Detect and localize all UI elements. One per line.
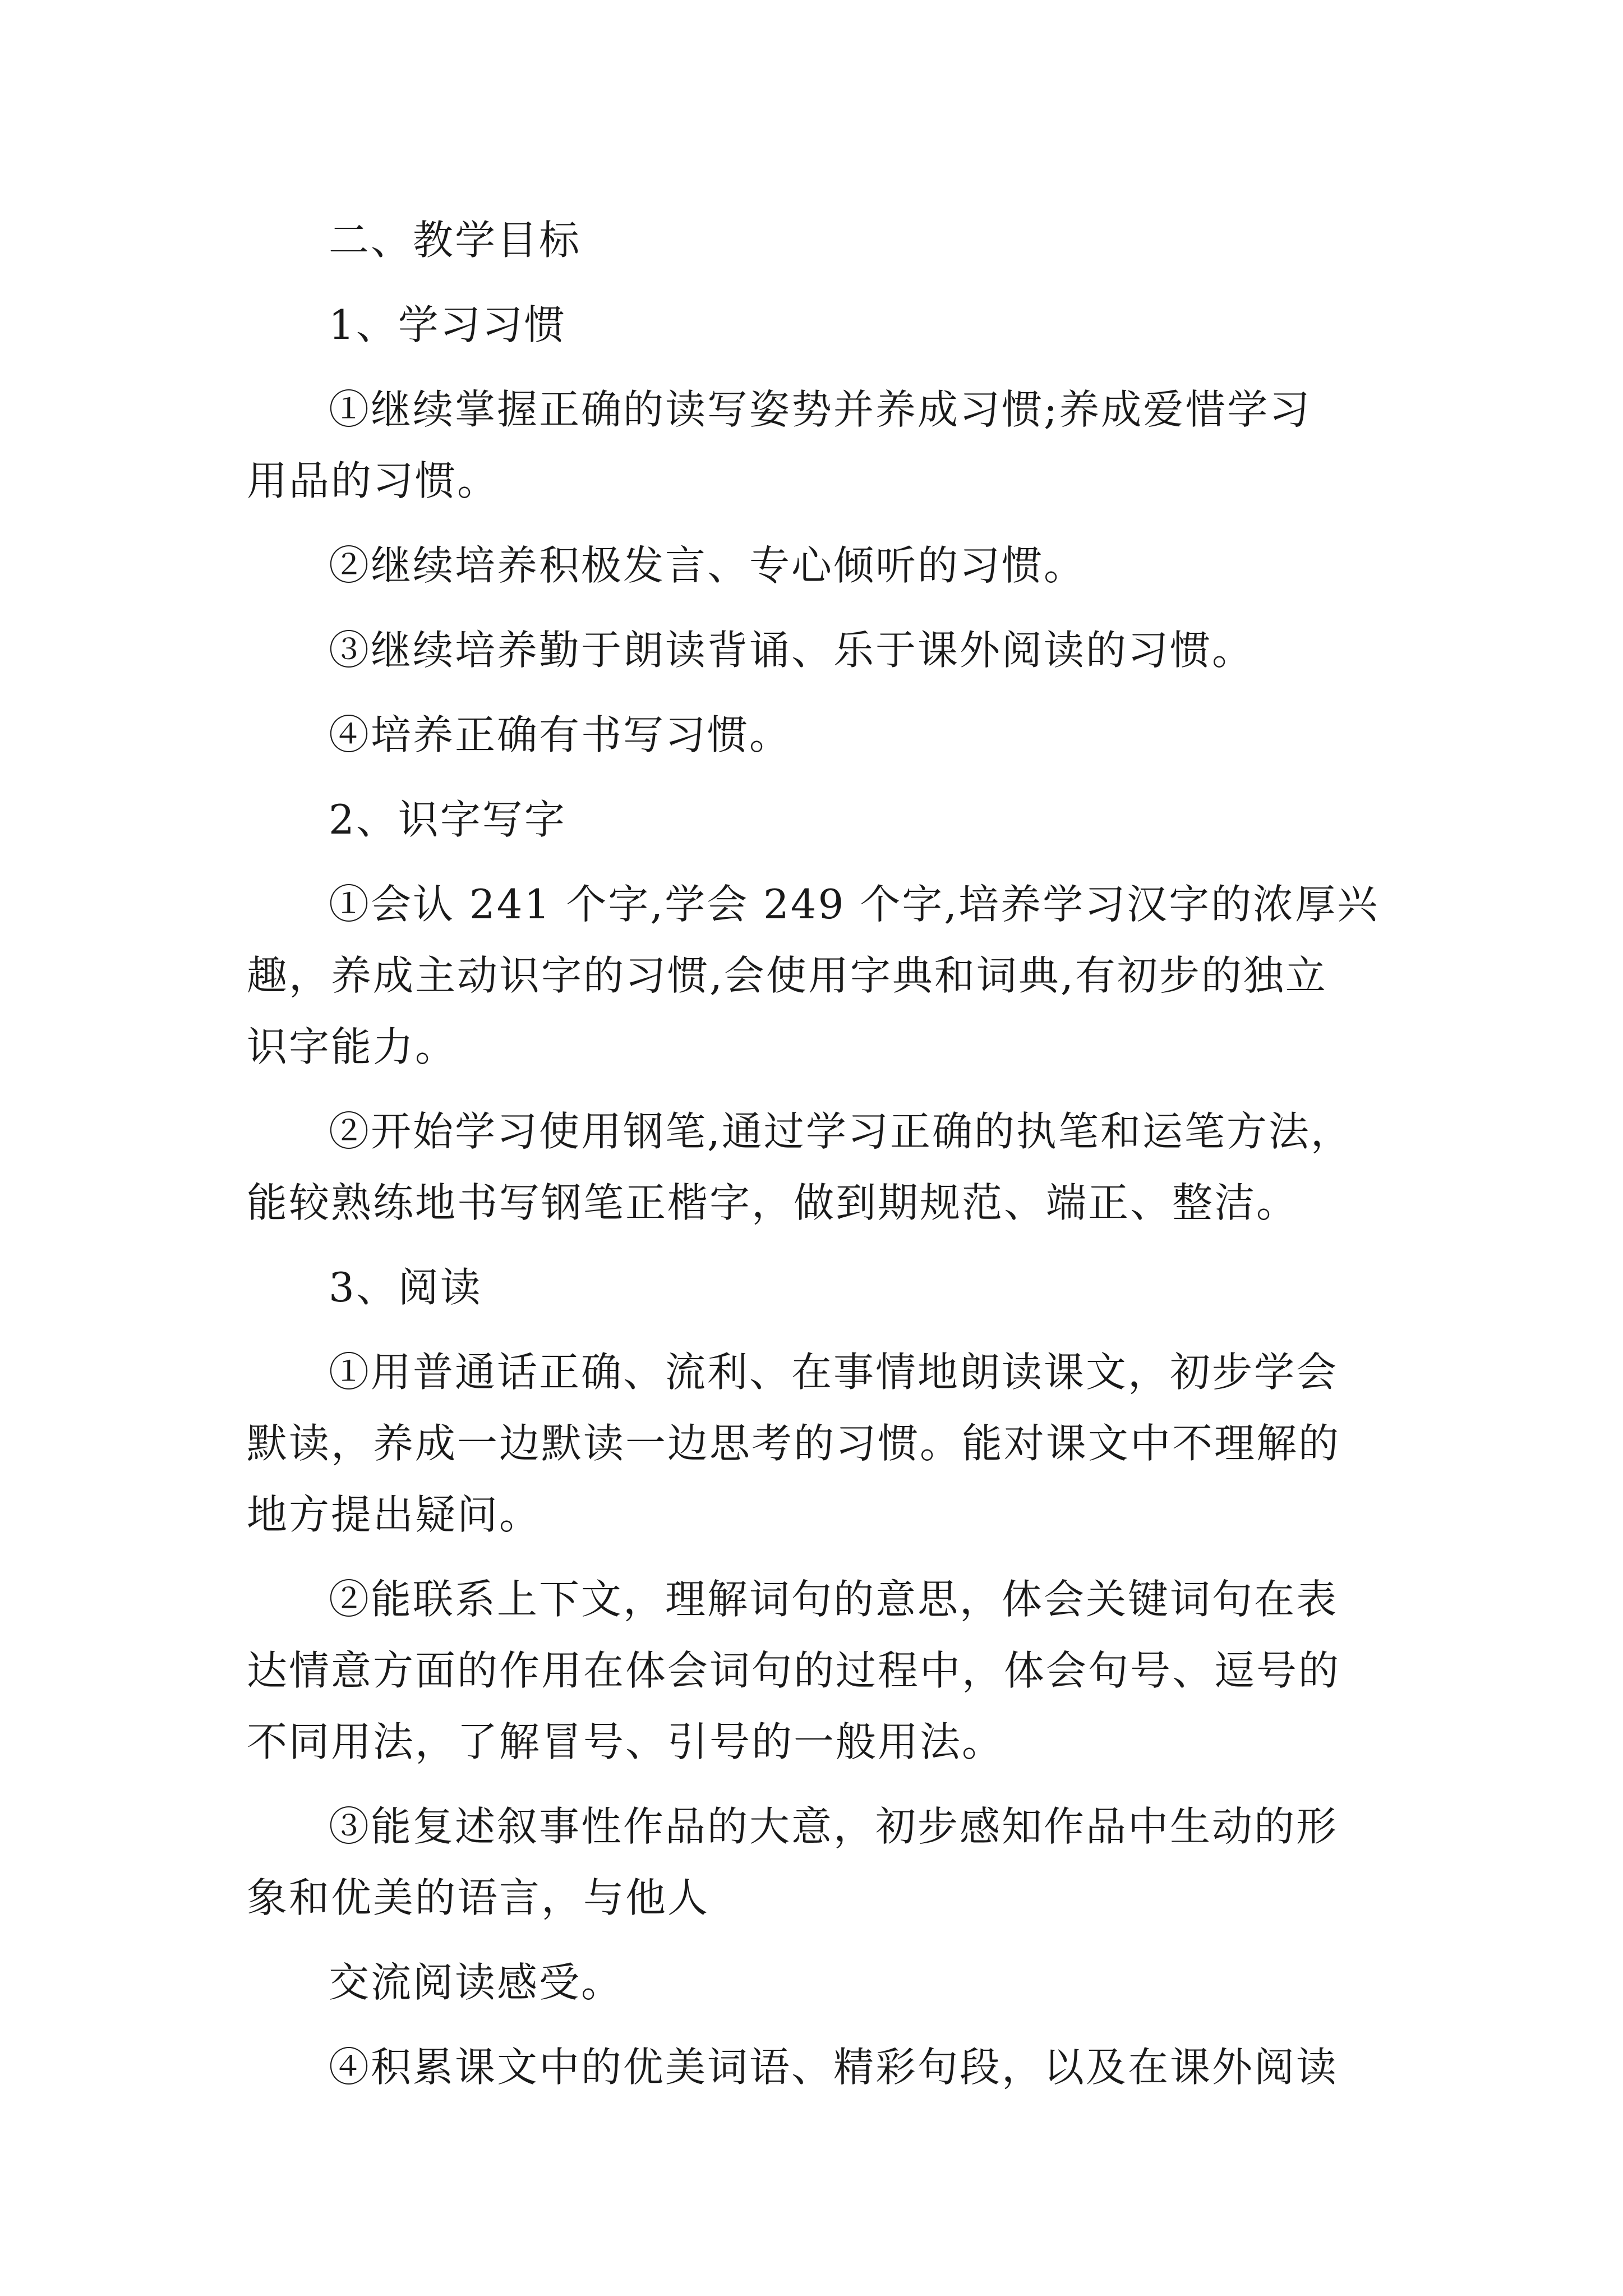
text-line: 达情意方面的作用在体会词句的过程中，体会句号、逗号的 bbox=[247, 1647, 1341, 1694]
text-line: ①继续掌握正确的读写姿势并养成习惯;养成爱惜学习 bbox=[329, 386, 1312, 433]
text-line: 用品的习惯。 bbox=[247, 457, 500, 504]
text-line: 识字能力。 bbox=[247, 1023, 458, 1070]
text-line: ②能联系上下文，理解词句的意思，体会关键词句在表 bbox=[329, 1576, 1339, 1623]
document-body bbox=[247, 205, 1385, 2103]
text-line: 默读，养成一边默读一边思考的习惯。能对课文中不理解的 bbox=[247, 1420, 1341, 1467]
text-line: ①会认 241 个字,学会 249 个字,培养学习汉字的浓厚兴 bbox=[329, 881, 1380, 928]
text-line: 象和优美的语言，与他人 bbox=[247, 1874, 710, 1921]
text-line: ③能复述叙事性作品的大意，初步感知作品中生动的形 bbox=[329, 1803, 1339, 1850]
text-line: ④培养正确有书写习惯。 bbox=[329, 711, 792, 758]
text-line: ③继续培养勤于朗读背诵、乐于课外阅读的习惯。 bbox=[329, 627, 1255, 674]
text-line: 地方提出疑问。 bbox=[247, 1491, 542, 1538]
section-heading-teaching-goals: 二、教学目标 bbox=[329, 217, 582, 264]
text-line: ④积累课文中的优美词语、精彩句段，以及在课外阅读 bbox=[329, 2044, 1339, 2091]
text-line: 交流阅读感受。 bbox=[329, 1959, 624, 2006]
text-line: 不同用法，了解冒号、引号的一般用法。 bbox=[247, 1718, 1004, 1765]
text-line: ①用普通话正确、流利、在事情地朗读课文，初步学会 bbox=[329, 1349, 1339, 1396]
text-line: 能较熟练地书写钢笔正楷字，做到期规范、端正、整洁。 bbox=[247, 1179, 1299, 1226]
text-line: ②开始学习使用钢笔,通过学习正确的执笔和运笔方法， bbox=[329, 1108, 1353, 1155]
subheading-reading: 3、阅读 bbox=[329, 1264, 482, 1311]
text-line: 趣，养成主动识字的习惯,会使用字典和词典,有初步的独立 bbox=[247, 952, 1327, 999]
subheading-literacy-writing: 2、识字写字 bbox=[329, 796, 566, 843]
subheading-study-habits: 1、学习习惯 bbox=[329, 301, 566, 348]
text-line: ②继续培养积极发言、专心倾听的习惯。 bbox=[329, 542, 1086, 589]
